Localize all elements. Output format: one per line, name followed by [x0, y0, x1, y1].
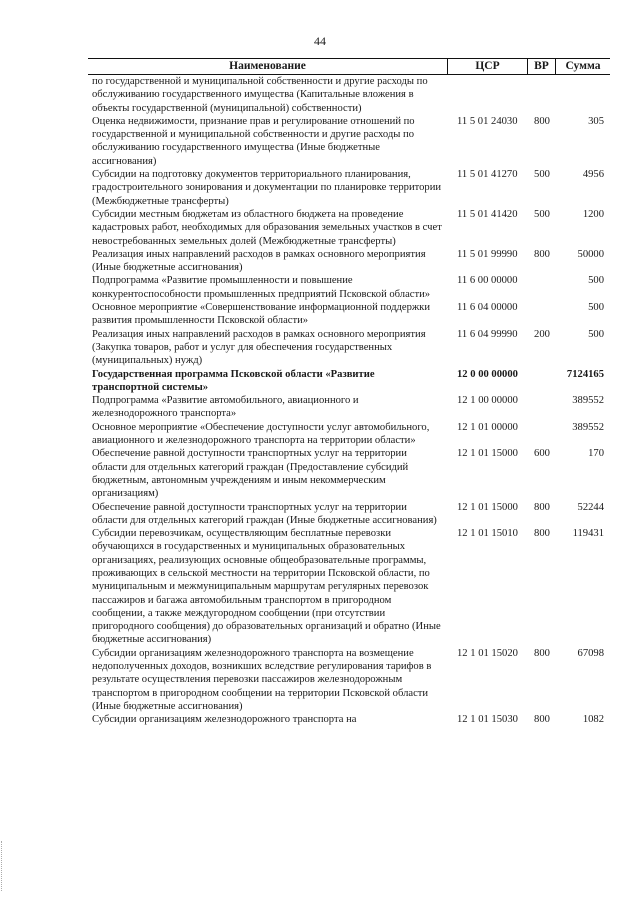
row-vr: 800	[534, 501, 550, 513]
row-sum: 389552	[572, 395, 604, 407]
row-name: Субсидии организациям железнодорожного транспорта на	[92, 714, 357, 726]
row-name: Оценка недвижимости, признание прав и регулирование отношений по государственной и муниципальной собственности и другие расходы по обслуживанию государственного имущества (Иные бюджетные ассигнования)	[92, 115, 415, 167]
row-sum: 4956	[582, 169, 604, 181]
table-row	[88, 274, 610, 301]
row-csr: 11 5 01 41420	[457, 208, 518, 220]
row-vr	[528, 301, 556, 328]
row-vr	[528, 421, 556, 448]
row-csr: 11 6 04 99990	[457, 328, 518, 340]
row-sum: 500	[588, 275, 604, 287]
row-sum: 500	[588, 328, 604, 340]
row-csr: 11 5 01 41270	[457, 169, 518, 181]
row-csr: 12 1 01 15020	[457, 647, 518, 659]
row-sum	[556, 75, 610, 115]
page-number: 44	[314, 34, 326, 48]
row-sum: 1082	[582, 714, 604, 726]
row-vr: 800	[534, 115, 550, 127]
row-name: Реализация иных направлений расходов в рамках основного мероприятия (Иные бюджетные ассигнования)	[92, 248, 426, 274]
row-csr	[448, 75, 528, 115]
row-vr	[528, 368, 556, 395]
row-vr: 200	[534, 328, 550, 340]
row-csr: 12 1 01 00000	[457, 421, 518, 433]
table-row	[88, 647, 610, 713]
row-name: Реализация иных направлений расходов в рамках основного мероприятия (Закупка товаров, работ и услуг для обеспечения государственных (муниципальных) нужд)	[92, 328, 426, 367]
row-vr: 800	[534, 647, 550, 659]
row-sum: 119431	[572, 528, 604, 540]
row-name: Основное мероприятие «Обеспечение доступности услуг автомобильного, авиационного и железнодорожного транспорта на территории области»	[92, 421, 430, 447]
header-vr: ВР	[528, 59, 556, 74]
row-csr: 12 1 01 15010	[457, 528, 518, 540]
table-row	[88, 115, 610, 168]
row-name: Обеспечение равной доступности транспортных услуг на территории области для отдельных категорий граждан (Предоставление субсидий бюджетным, автономным учреждениям и иным некоммерческим организациям)	[92, 448, 409, 500]
row-csr: 12 0 00 00000	[457, 368, 518, 380]
row-sum: 52244	[577, 501, 604, 513]
row-name: Субсидии местным бюджетам из областного бюджета на проведение кадастровых работ, необходимых для образования земельных участков в счет невостребованных земельных долей (Межбюджетные трансферты)	[92, 208, 442, 247]
table-row	[88, 328, 610, 368]
row-sum: 500	[588, 302, 604, 314]
row-vr: 800	[534, 528, 550, 540]
row-csr: 11 5 01 24030	[457, 115, 518, 127]
table-row	[88, 447, 610, 500]
row-sum: 305	[588, 115, 604, 127]
table-row	[88, 168, 610, 208]
row-vr: 500	[534, 208, 550, 220]
row-name: Обеспечение равной доступности транспортных услуг на территории области для отдельных категорий граждан (Иные бюджетные ассигнования)	[92, 501, 437, 526]
row-csr: 11 6 00 00000	[457, 275, 518, 287]
row-sum: 1200	[582, 208, 604, 220]
row-csr: 12 1 01 15000	[457, 501, 518, 513]
table-row	[88, 248, 610, 275]
row-csr: 11 6 04 00000	[457, 302, 518, 314]
header-name: Наименование	[88, 59, 448, 74]
row-name: по государственной и муниципальной собственности и другие расходы по обслуживанию государственного имущества (Капитальные вложения в объекты государственной (муниципальной) собственности)	[92, 76, 428, 114]
budget-table	[88, 58, 610, 727]
table-row	[88, 208, 610, 248]
row-vr	[528, 274, 556, 301]
table-row	[88, 501, 610, 528]
header-sum: Сумма	[565, 60, 601, 72]
table-row	[88, 368, 610, 395]
table-row	[88, 75, 610, 115]
row-csr: 12 1 01 15000	[457, 448, 518, 460]
table-row	[88, 713, 610, 726]
row-vr: 800	[534, 714, 550, 726]
row-name: Подпрограмма «Развитие автомобильного, авиационного и железнодорожного транспорта»	[92, 395, 359, 420]
row-vr: 500	[534, 169, 550, 181]
table-header	[88, 58, 610, 75]
table-row	[88, 527, 610, 647]
edge-scan-marks	[1, 841, 6, 891]
header-csr: ЦСР	[448, 59, 528, 74]
row-name: Подпрограмма «Развитие промышленности и повышение конкурентоспособности промышленных предприятий Псковской области»	[92, 275, 431, 300]
row-csr: 12 1 00 00000	[457, 395, 518, 407]
row-csr: 11 5 01 99990	[457, 248, 518, 260]
row-name: Государственная программа Псковской области «Развитие транспортной системы»	[92, 368, 375, 393]
row-name: Субсидии на подготовку документов территориального планирования, градостроительного зонирования и документации по планировке территории (Межбюджетные трансферты)	[92, 169, 442, 207]
row-name: Основное мероприятие «Совершенствование информационной поддержки развития промышленности Псковской области»	[92, 302, 430, 327]
row-name: Субсидии перевозчикам, осуществляющим бесплатные перевозки обучающихся в государственных и муниципальных образовательных организациях, реализующих основные общеобразовательные программы, проживающих в сельской местности на территории Псковской области, по муниципальным и межмуниципальным маршрутам регулярных перевозок пассажиров и багажа автомобильным транспортом в пригородном сообщении, а также междугородном сообщении (при отсутствии пригородного сообщения) до образовательных организаций и обратно (Иные бюджетные ассигнования)	[92, 528, 441, 646]
row-vr	[528, 75, 556, 115]
row-csr: 12 1 01 15030	[457, 714, 518, 726]
table-row	[88, 394, 610, 421]
table-row	[88, 301, 610, 328]
row-vr: 800	[534, 248, 550, 260]
row-sum: 7124165	[566, 368, 604, 380]
row-sum: 50000	[577, 248, 604, 260]
row-name: Субсидии организациям железнодорожного транспорта на возмещение недополученных доходов, возникших вследствие регулирования тарифов в результате осуществления перевозки пассажиров железнодорожным транспортом в пригородном сообщении на территории Псковской области (Иные бюджетные ассигнования)	[92, 647, 432, 712]
row-sum: 170	[588, 448, 604, 460]
table-body	[88, 75, 610, 727]
row-sum: 389552	[572, 421, 604, 433]
row-vr: 600	[534, 448, 550, 460]
row-sum: 67098	[577, 647, 604, 659]
row-vr	[528, 394, 556, 421]
table-row	[88, 421, 610, 448]
